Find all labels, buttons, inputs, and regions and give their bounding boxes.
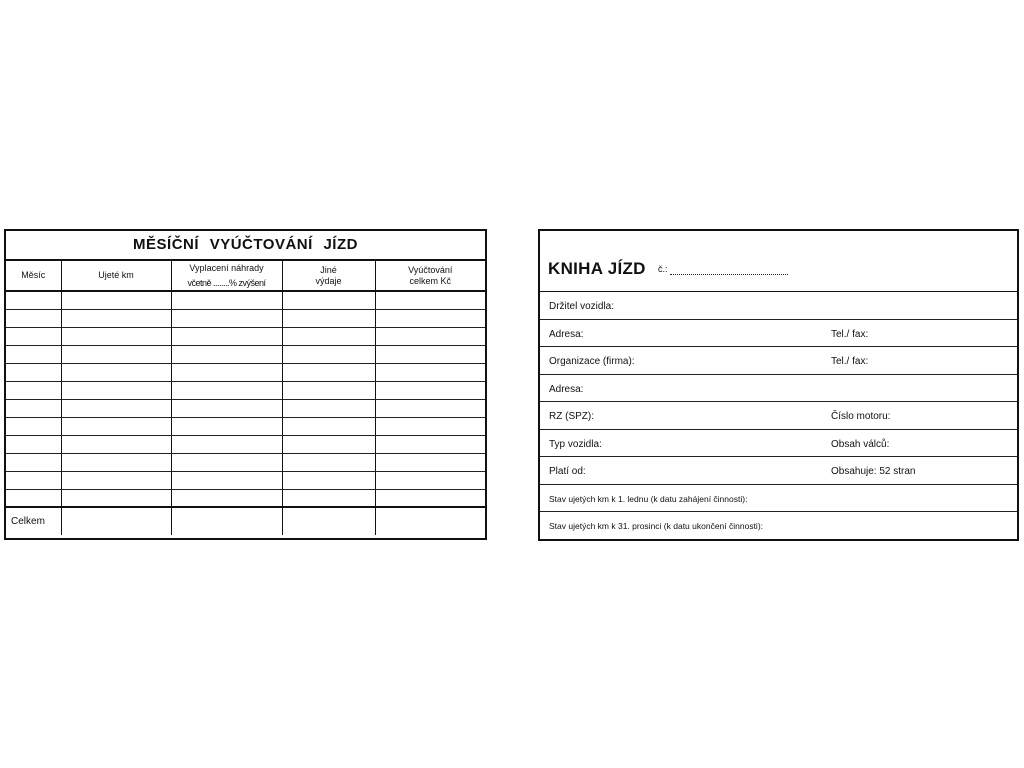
table-cell[interactable] — [282, 399, 375, 417]
table-cell[interactable] — [6, 363, 61, 381]
table-cell[interactable] — [61, 417, 171, 435]
column-header-other-expenses: Jiné výdaje — [282, 261, 375, 291]
total-label: Celkem — [6, 507, 61, 535]
table-cell[interactable] — [6, 381, 61, 399]
table-cell[interactable] — [282, 471, 375, 489]
monthly-summary-title: MĚSÍČNÍ VYÚČTOVÁNÍ JÍZD — [6, 231, 485, 261]
table-cell[interactable] — [171, 489, 282, 507]
table-cell[interactable] — [171, 453, 282, 471]
table-cell[interactable] — [61, 309, 171, 327]
field-row-vehicle-type[interactable]: Typ vozidla: Obsah válců: — [540, 430, 1017, 458]
table-cell[interactable] — [6, 435, 61, 453]
table-cell[interactable] — [61, 399, 171, 417]
table-cell[interactable] — [282, 417, 375, 435]
monthly-table-body — [6, 291, 485, 535]
table-cell[interactable] — [6, 417, 61, 435]
table-cell[interactable] — [282, 435, 375, 453]
table-row — [6, 399, 485, 417]
table-cell[interactable] — [375, 309, 485, 327]
table-cell[interactable] — [6, 291, 61, 309]
table-cell[interactable] — [6, 471, 61, 489]
table-cell[interactable] — [6, 345, 61, 363]
monthly-summary-form — [4, 229, 487, 540]
table-cell[interactable] — [61, 489, 171, 507]
table-row — [6, 471, 485, 489]
table-cell[interactable] — [375, 489, 485, 507]
logbook-number-label: č.: — [658, 264, 668, 274]
monthly-summary-table — [6, 261, 485, 535]
table-cell[interactable] — [282, 453, 375, 471]
table-cell[interactable] — [171, 345, 282, 363]
table-cell[interactable] — [171, 399, 282, 417]
total-compensation-cell[interactable] — [171, 507, 282, 535]
table-cell[interactable] — [61, 363, 171, 381]
table-row — [6, 291, 485, 309]
table-header-row — [6, 261, 485, 291]
table-row — [6, 381, 485, 399]
table-cell[interactable] — [282, 291, 375, 309]
table-row — [6, 489, 485, 507]
table-row — [6, 363, 485, 381]
table-cell[interactable] — [171, 291, 282, 309]
table-cell[interactable] — [6, 399, 61, 417]
field-row-holder[interactable]: Držitel vozidla: — [540, 292, 1017, 320]
field-row-km-end[interactable]: Stav ujetých km k 31. prosinci (k datu ukončení činnosti): — [549, 521, 764, 531]
total-sum-cell[interactable] — [375, 507, 485, 535]
table-cell[interactable] — [171, 417, 282, 435]
table-cell[interactable] — [375, 381, 485, 399]
table-cell[interactable] — [171, 363, 282, 381]
table-cell[interactable] — [61, 471, 171, 489]
table-cell[interactable] — [171, 327, 282, 345]
table-cell[interactable] — [282, 363, 375, 381]
table-row — [6, 327, 485, 345]
column-header-total: Vyúčtování celkem Kč — [375, 261, 485, 291]
table-cell[interactable] — [6, 489, 61, 507]
table-cell[interactable] — [61, 291, 171, 309]
table-cell[interactable] — [375, 291, 485, 309]
table-cell[interactable] — [61, 345, 171, 363]
table-row — [6, 309, 485, 327]
table-cell[interactable] — [61, 453, 171, 471]
column-header-km: Ujeté km — [61, 261, 171, 291]
table-row — [6, 417, 485, 435]
field-row-organization[interactable]: Organizace (firma): Tel./ fax: — [540, 347, 1017, 375]
table-cell[interactable] — [6, 453, 61, 471]
table-cell[interactable] — [375, 435, 485, 453]
table-cell[interactable] — [61, 435, 171, 453]
total-row — [6, 507, 485, 535]
table-cell[interactable] — [61, 327, 171, 345]
column-header-month: Měsíc — [6, 261, 61, 291]
table-cell[interactable] — [375, 363, 485, 381]
table-cell[interactable] — [171, 471, 282, 489]
table-cell[interactable] — [375, 399, 485, 417]
table-cell[interactable] — [171, 309, 282, 327]
table-cell[interactable] — [375, 417, 485, 435]
logbook-title: KNIHA JÍZD — [548, 259, 646, 278]
table-cell[interactable] — [282, 381, 375, 399]
table-cell[interactable] — [171, 381, 282, 399]
logbook-cover-form — [538, 229, 1019, 541]
table-cell[interactable] — [61, 381, 171, 399]
table-cell[interactable] — [282, 489, 375, 507]
logbook-header — [540, 231, 1017, 292]
table-row — [6, 453, 485, 471]
field-row-km-start[interactable]: Stav ujetých km k 1. lednu (k datu zahájení činnosti): — [540, 485, 1017, 513]
table-cell[interactable] — [375, 345, 485, 363]
total-km-cell[interactable] — [61, 507, 171, 535]
field-row-valid-from[interactable]: Platí od: Obsahuje: 52 stran — [540, 457, 1017, 485]
column-header-compensation: Vyplacení náhrady včetně ........% zvýšení — [171, 261, 282, 291]
field-row-registration[interactable]: RZ (SPZ): Číslo motoru: — [540, 402, 1017, 430]
table-cell[interactable] — [375, 453, 485, 471]
table-cell[interactable] — [6, 309, 61, 327]
logbook-fields — [540, 292, 1017, 540]
table-cell[interactable] — [171, 435, 282, 453]
table-row — [6, 435, 485, 453]
table-cell[interactable] — [282, 327, 375, 345]
total-other-cell[interactable] — [282, 507, 375, 535]
table-cell[interactable] — [282, 309, 375, 327]
table-cell[interactable] — [282, 345, 375, 363]
table-cell[interactable] — [6, 327, 61, 345]
table-cell[interactable] — [375, 471, 485, 489]
field-row-org-address[interactable]: Adresa: — [540, 375, 1017, 403]
logbook-number-field[interactable] — [670, 274, 788, 275]
field-row-address[interactable]: Adresa: Tel./ fax: — [540, 320, 1017, 348]
table-row — [6, 345, 485, 363]
table-cell[interactable] — [375, 327, 485, 345]
